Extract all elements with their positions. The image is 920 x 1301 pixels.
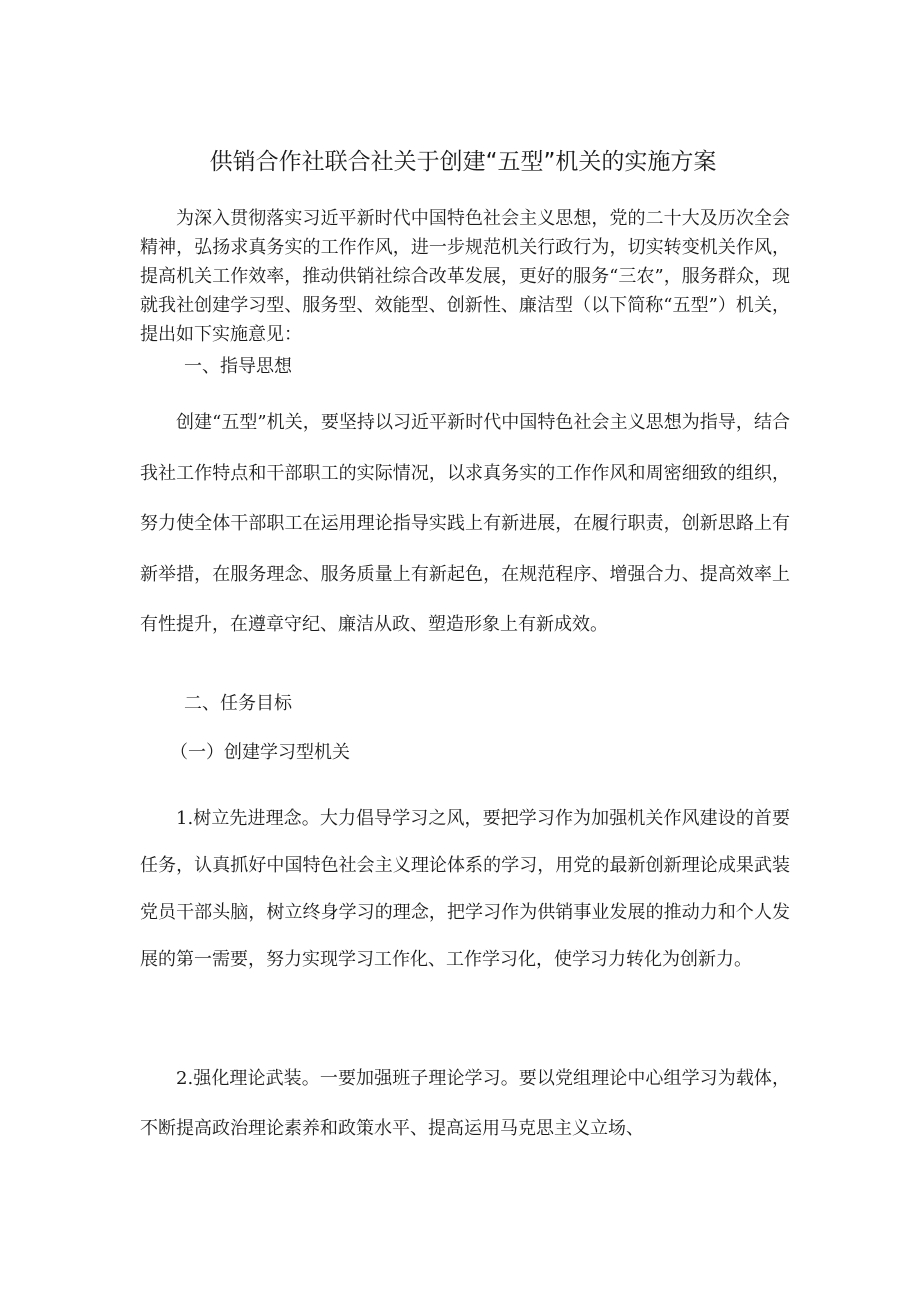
subsection-heading-learning-organ: （一）创建学习型机关 xyxy=(170,742,350,763)
intro-paragraph: 为深入贯彻落实习近平新时代中国特色社会主义思想，党的二十大及历次全会精神，弘扬求真务实的工作作风，进一步规范机关行政行为，切实转变机关作风，提高机关工作效率，推动供销社综合改革发展，更好的服务“三农”，服务群众，现就我社创建学习型、服务型、效能型、创新性、廉洁型（以下简称“五型”）机关，提出如下实施意见： xyxy=(140,208,790,345)
section-heading-guiding-ideology: 一、指导思想 xyxy=(184,356,292,377)
item-paragraph-1: 1.树立先进理念。大力倡导学习之风，要把学习作为加强机关作风建设的首要任务，认真抓好中国特色社会主义理论体系的学习，用党的最新创新理论成果武装党员干部头脑，树立终身学习的理念，把学习作为供销事业发展的推动力和个人发展的第一需要，努力实现学习工作化、工作学习化，使学习力转化为创新力。 xyxy=(140,808,790,970)
section-heading-task-goals: 二、任务目标 xyxy=(184,693,292,714)
item-paragraph-2: 2.强化理论武装。一要加强班子理论学习。要以党组理论中心组学习为载体，不断提高政治理论素养和政策水平、提高运用马克思主义立场、 xyxy=(140,1068,790,1139)
document-title: 供销合作社联合社关于创建“五型”机关的实施方案 xyxy=(209,149,717,175)
section-paragraph-guiding-ideology: 创建“五型”机关，要坚持以习近平新时代中国特色社会主义思想为指导，结合我社工作特点和干部职工的实际情况，以求真务实的工作作风和周密细致的组织，努力使全体干部职工在运用理论指导实践上有新进展，在履行职责，创新思路上有新举措，在服务理念、服务质量上有新起色，在规范程序、增强合力、提高效率上有性提升，在遵章守纪、廉洁从政、塑造形象上有新成效。 xyxy=(140,412,790,636)
